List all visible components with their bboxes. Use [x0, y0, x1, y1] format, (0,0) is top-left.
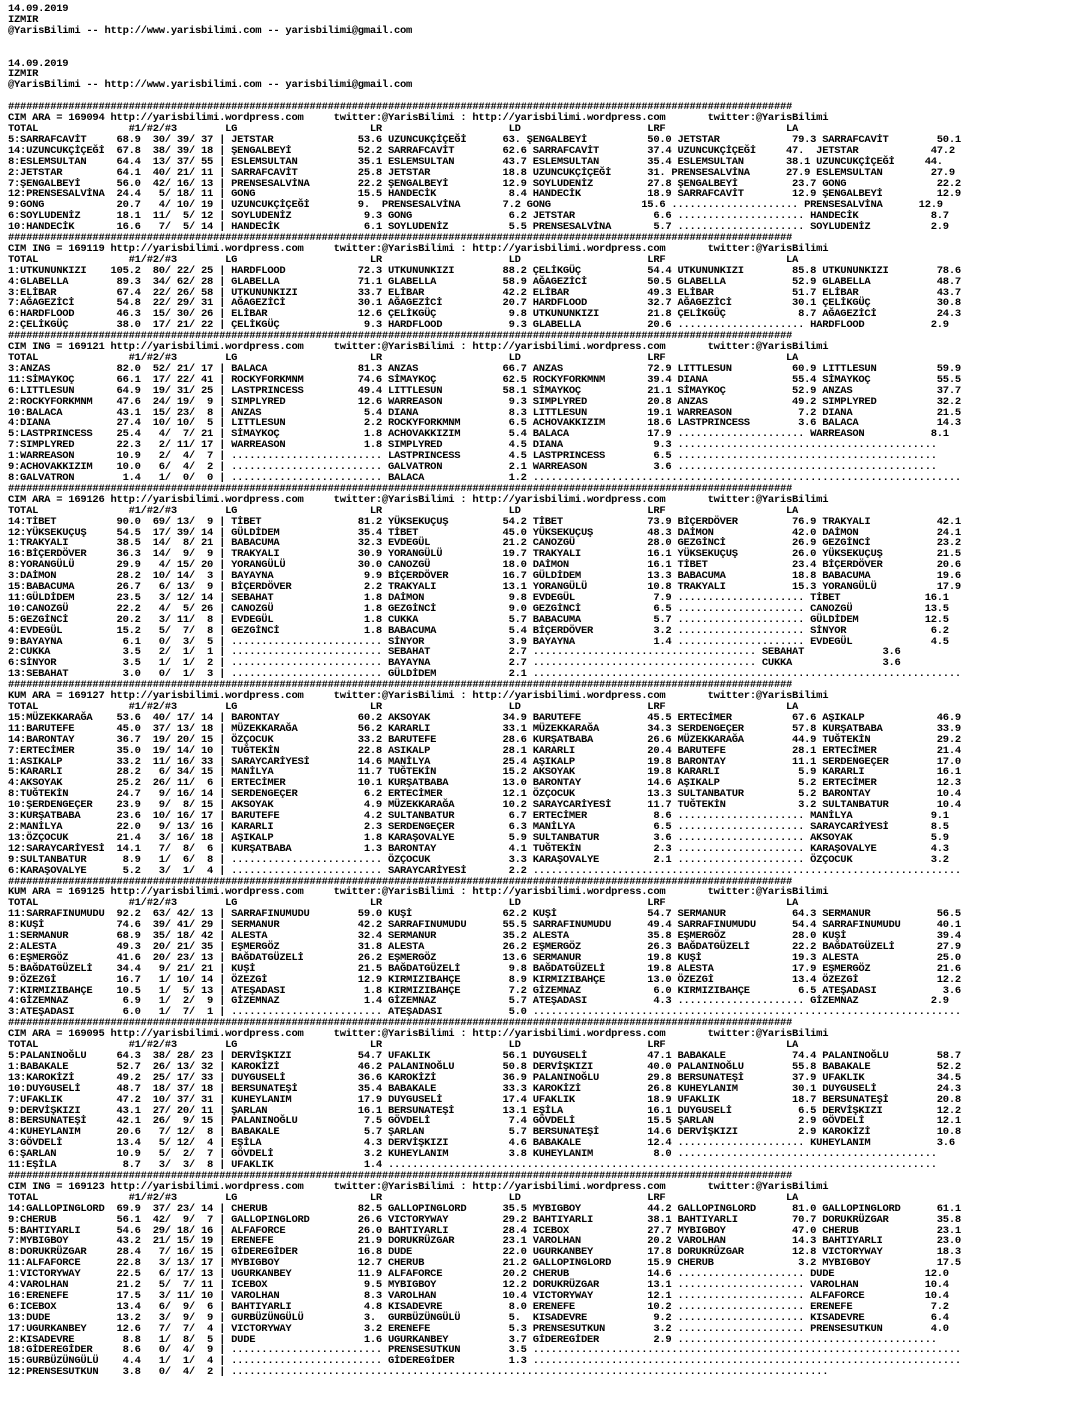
report-line: 15:GURBÜZÜNGÜLÜ 4.4 1/ 1/ 4 | ......................... GİDEREGİDER 1.3 .......................................................................: [8, 1355, 961, 1368]
report-line: 12:PRENSESALVİNA 24.4 5/ 18/ 11 | GONG 15.5 HANDECİK 8.4 HANDECİK 18.9 SARRAFCAVİT 12.9 ŞENGALBEYİ 12.9: [8, 188, 961, 201]
report-line: 8:YORANGÜLÜ 29.9 4/ 15/ 20 | YORANGÜLÜ 30.0 CANOZGÜ 18.0 DAİMON 16.1 TİBET 23.4 BİÇERDÖVER 20.6: [8, 559, 961, 572]
report-line: 2:ALESTA 49.3 20/ 21/ 35 | EŞMERGÖZ 31.8 ALESTA 26.2 EŞMERGÖZ 26.3 BAĞDATGÜZELİ 22.2 BAĞDATGÜZELİ 27.9: [8, 940, 961, 953]
report-line: 4:AKSOYAK 25.2 26/ 11/ 6 | ERTECİMER 10.1 KURŞATBABA 13.0 BARONTAY 14.6 AŞIKALP 5.2 ERTECİMER 12.3: [8, 777, 961, 790]
report-line: 14.09.2019: [8, 3, 69, 15]
report-line: 3:ELİBAR 67.4 22/ 26/ 58 | UTKUNUNKIZI 33.7 ELİBAR 42.2 ELİBAR 49.3 ELİBAR 51.7 ELİBAR 43.7: [8, 286, 961, 299]
report-line: KUM ARA = 169127 http://yarisbilimi.wordpress.com twitter:@YarisBilimi : http://yarisbilimi.wordpress.com twitter:@YarisBilimi: [8, 690, 829, 703]
report-line: 17:UGURKANBEY 12.6 7/ 7/ 4 | VICTORYWAY 3.2 ERENEFE 5.3 PRENSESUTKUN 3.2 ..................... PRENSESUTKUN 4.0: [8, 1322, 949, 1335]
report-line: CIM ARA = 169126 http://yarisbilimi.wordpress.com twitter:@YarisBilimi : http://yarisbilimi.wordpress.com twitter:@YarisBilimi: [8, 493, 829, 506]
report-line: 6:KARAŞOVALYE 5.2 3/ 1/ 4 | ......................... SARAYCARİYESİ 2.2 .......................................................................: [8, 864, 961, 877]
report-line: 12:SARAYCARİYESİ 14.1 7/ 8/ 6 | KURŞATBABA 1.3 BARONTAY 4.1 TUĞTEKİN 2.3 ..................... KARAŞOVALYE 4.3: [8, 842, 949, 855]
report-line: 8:ESLEMSULTAN 64.4 13/ 37/ 55 | ESLEMSULTAN 35.1 ESLEMSULTAN 43.7 ESLEMSULTAN 35.4 ESLEMSULTAN 38.1 UZUNCUKÇİÇEĞİ 44.: [8, 155, 943, 168]
report-line: 7:KIRMIZIBAHÇE 10.5 1/ 5/ 13 | ATEŞADASI 1.8 KIRMIZIBAHÇE 7.2 GİZEMNAZ 6.0 KIRMIZIBAHÇE 6.5 ATEŞADASI 3.6: [8, 984, 961, 997]
report-line: 5:SARRAFCAVİT 68.9 30/ 39/ 37 | JETSTAR 53.6 UZUNCUKÇİÇEĞİ 63. ŞENGALBEYİ 50.0 JETSTAR 79.3 SARRAFCAVİT 50.1: [8, 133, 961, 146]
report-line: 14:BARONTAY 36.7 19/ 20/ 15 | ÖZÇOCUK 33.2 BARUTEFE 28.6 KURŞATBABA 26.6 MÜZEKKARAĞA 44.9 TUĞTEKİN 29.2: [8, 733, 961, 746]
report-line: 16:BİÇERDÖVER 36.3 14/ 9/ 9 | TRAKYALI 30.9 YORANGÜLÜ 19.7 TRAKYALI 16.1 YÜKSEKUÇUŞ 26.0 YÜKSEKUÇUŞ 21.5: [8, 548, 961, 561]
report-line: 5:BAHTIYARLI 54.6 29/ 18/ 16 | ALFAFORCE 26.0 BAHTIYARLI 28.4 ICEBOX 27.7 MYBIGBOY 47.0 CHERUB 23.1: [8, 1224, 961, 1237]
report-line: 6:ŞARLAN 10.9 5/ 2/ 7 | GÖVDELİ 3.2 KUHEYLANIM 3.8 KUHEYLANIM 8.0 ...........................................: [8, 1148, 937, 1161]
report-line: 9:BAYAYNA 6.1 0/ 3/ 5 | ......................... SİNYOR 3.9 BAYAYNA 1.4 ..................... EVDEGÜL 4.5: [8, 635, 949, 648]
report-line: ##################################################################################################################################: [8, 1169, 793, 1182]
report-line: 9:SULTANBATUR 8.9 1/ 6/ 8 | ......................... ÖZÇOCUK 3.3 KARAŞOVALYE 2.1 ..................... ÖZÇOCUK 3.2: [8, 853, 949, 866]
report-line: 9:GONG 20.7 4/ 10/ 19 | UZUNCUKÇİÇEĞİ 9. PRENSESALVİNA 7.2 GONG 15.6 ..................... PRENSESALVİNA 12.9: [8, 199, 943, 212]
report-line: 6:LITTLESUN 64.9 19/ 31/ 25 | LASTPRINCESS 49.4 LITTLESUN 58.1 SİMAYKOÇ 21.1 SİMAYKOÇ 52.9 ANZAS 37.7: [8, 384, 961, 397]
report-line: ##################################################################################################################################: [8, 330, 793, 343]
report-line: 11:BARUTEFE 45.0 37/ 13/ 18 | MÜZEKKARAĞA 56.2 KARARLI 33.1 MÜZEKKARAĞA 34.3 SERDENGEÇER 57.8 KURŞATBABA 33.9: [8, 722, 961, 735]
report-line: CIM ARA = 169094 http://yarisbilimi.wordpress.com twitter:@YarisBilimi : http://yarisbilimi.wordpress.com twitter:@YarisBilimi: [8, 112, 829, 125]
report-line: 14:UZUNCUKÇİÇEĞİ 67.8 38/ 39/ 18 | ŞENGALBEYİ 52.2 SARRAFCAVİT 62.6 SARRAFCAVİT 37.4 UZUNCUKÇİÇEĞİ 47. JETSTAR 47.2: [8, 144, 955, 157]
report-line: 14:TİBET 90.0 69/ 13/ 9 | TİBET 81.2 YÜKSEKUÇUŞ 54.2 TİBET 73.9 BİÇERDÖVER 76.9 TRAKYALI 42.1: [8, 515, 961, 528]
report-line: 10:ŞERDENGEÇER 23.9 9/ 8/ 15 | AKSOYAK 4.9 MÜZEKKARAĞA 10.2 SARAYCARİYESİ 11.7 TUĞTEKİN 3.2 SULTANBATUR 10.4: [8, 799, 961, 812]
report-line: 1:TRAKYALI 38.5 14/ 8/ 21 | BABACUMA 32.3 EVDEGÜL 21.2 CANOZGÜ 28.0 GEZGİNCİ 26.9 GEZGİNCİ 23.2: [8, 537, 961, 550]
report-line: TOTAL #1/#2/#3 LG LR LD LRF LA: [8, 1039, 799, 1052]
report-line: 3:KURŞATBABA 23.6 10/ 16/ 17 | BARUTEFE 4.2 SULTANBATUR 6.7 ERTECİMER 8.6 ..................... MANİLYA 9.1: [8, 810, 949, 823]
report-line: 7:UFAKLIK 47.2 10/ 37/ 31 | KUHEYLANIM 17.9 DUYGUSELİ 17.4 UFAKLIK 18.9 UFAKLIK 18.7 BERSUNATEŞİ 20.8: [8, 1093, 961, 1106]
report-line: 4:KUHEYLANIM 20.6 7/ 12/ 8 | BABAKALE 5.7 ŞARLAN 5.7 BERSUNATEŞİ 14.6 DERVİŞKIZI 2.9 KAROKİZİ 10.8: [8, 1126, 961, 1139]
report-line: TOTAL #1/#2/#3 LG LR LD LRF LA: [8, 122, 799, 135]
report-line: 2:KISADEVRE 8.8 1/ 8/ 5 | DUDE 1.6 UGURKANBEY 3.7 GİDEREGİDER 2.9 ...........................................: [8, 1333, 937, 1346]
report-line: 13:DUDE 13.2 3/ 9/ 9 | GURBÜZÜNGÜLÜ 3. GURBÜZÜNGÜLÜ 5. KISADEVRE 9.2 ..................... KISADEVRE 6.4: [8, 1311, 949, 1324]
report-line: 3:ANZAS 82.0 52/ 21/ 17 | BALACA 81.3 ANZAS 66.7 ANZAS 72.9 LITTLESUN 60.9 LITTLESUN 59.9: [8, 362, 961, 375]
report-line: IZMIR: [8, 13, 39, 26]
report-line: 12:PRENSESUTKUN 3.8 0/ 4/ 2 | ...................................................................................................: [8, 1366, 829, 1379]
report-line: ##################################################################################################################################: [8, 232, 793, 245]
report-line: 5:KARARLI 28.2 6/ 34/ 15 | MANİLYA 11.7 TUĞTEKİN 15.2 AKSOYAK 19.8 KARARLI 5.9 KARARLI 16.1: [8, 766, 961, 779]
report-line: 1:WARREASON 10.9 2/ 4/ 7 | ......................... LASTPRINCESS 4.5 LASTPRINCESS 6.5 ...........................................: [8, 450, 937, 463]
report-line: 10:DUYGUSELİ 48.7 18/ 37/ 18 | BERSUNATEŞİ 35.4 BABAKALE 33.3 KAROKİZİ 26.8 KUHEYLANIM 30.1 DUYGUSELİ 24.3: [8, 1082, 961, 1095]
report-line: 4:GLABELLA 89.3 34/ 62/ 28 | GLABELLA 71.1 GLABELLA 58.9 AĞAGEZİCİ 50.5 GLABELLA 52.9 GLABELLA 48.7: [8, 275, 961, 288]
report-line: 4:EVDEGÜL 15.2 5/ 7/ 8 | GEZGİNCİ 1.8 BABACUMA 5.4 BİÇERDÖVER 3.2 ..................... SİNYOR 6.2: [8, 624, 949, 637]
report-line: 8:KUŞİ 74.6 39/ 41/ 29 | SERMANUR 42.2 SARRAFINUMUDU 55.5 SARRAFINUMUDU 49.4 SARRAFINUMUDU 54.4 SARRAFINUMUDU 40.1: [8, 919, 961, 932]
report-line: 8:GALVATRON 1.4 1/ 0/ 0 | ......................... BALACA 1.2 .......................................................................: [8, 471, 961, 484]
report-line: 9:CHERUB 56.1 42/ 9/ 7 | GALLOPINGLORD 26.6 VICTORYWAY 29.2 BAHTIYARLI 38.1 BAHTIYARLI 70.7 DORUKRÜZGAR 35.8: [8, 1213, 961, 1226]
report-line: 2:MANİLYA 22.0 9/ 13/ 16 | KARARLI 2.3 SERDENGEÇER 6.3 MANİLYA 6.5 ..................... SARAYCARİYESİ 8.5: [8, 820, 949, 833]
report-line: CIM ARA = 169095 http://yarisbilimi.wordpress.com twitter:@YarisBilimi : http://yarisbilimi.wordpress.com twitter:@YarisBilimi: [8, 1028, 829, 1041]
report-line: 2:JETSTAR 64.1 40/ 21/ 11 | SARRAFCAVİT 25.8 JETSTAR 18.8 UZUNCUKÇİÇEĞİ 31. PRENSESALVİNA 27.9 ESLEMSULTAN 27.9: [8, 166, 955, 179]
report-line: 4:GİZEMNAZ 6.9 1/ 2/ 9 | GİZEMNAZ 1.4 GİZEMNAZ 5.7 ATEŞADASI 4.3 ..................... GİZEMNAZ 2.9: [8, 995, 949, 1008]
report-line: 9:ÖZEZGİ 16.7 1/ 10/ 14 | ÖZEZGİ 12.9 KIRMIZIBAHÇE 8.9 KIRMIZIBAHÇE 13.0 ÖZEZGİ 13.4 ÖZEZGİ 12.2: [8, 973, 961, 986]
report-line: 6:ICEBOX 13.4 6/ 9/ 6 | BAHTIYARLI 4.8 KISADEVRE 8.0 ERENEFE 10.2 ..................... ERENEFE 7.2: [8, 1300, 949, 1313]
report-line: 13:SEBAHAT 3.0 0/ 1/ 3 | ......................... GÜLDİDEM 2.1 .......................................................................: [8, 668, 961, 681]
report-line: 10:CANOZGÜ 22.2 4/ 5/ 26 | CANOZGÜ 1.8 GEZGİNCİ 9.0 GEZGİNCİ 6.5 ..................... CANOZGÜ 13.5: [8, 602, 949, 615]
report-line: 5:PALANINOĞLU 64.3 38/ 28/ 23 | DERVİŞKIZI 54.7 UFAKLIK 56.1 DUYGUSELİ 47.1 BABAKALE 74.4 PALANINOĞLU 58.7: [8, 1050, 961, 1062]
report-line: TOTAL #1/#2/#3 LG LR LD LRF LA: [8, 253, 799, 266]
report-line: 11:ALFAFORCE 22.8 3/ 13/ 17 | MYBIGBOY 12.7 CHERUB 21.2 GALLOPINGLORD 15.9 CHERUB 3.2 MYBIGBOY 17.5: [8, 1257, 961, 1270]
report-line: 10:HANDECİK 16.6 7/ 5/ 14 | HANDECİK 6.1 SOYLUDENİZ 5.5 PRENSESALVİNA 5.7 ..................... SOYLUDENİZ 2.9: [8, 221, 949, 234]
report-line: 8:BERSUNATEŞİ 42.1 26/ 9/ 15 | PALANINOĞLU 7.5 GÖVDELİ 7.4 GÖVDELİ 15.5 ŞARLAN 2.9 GÖVDELİ 12.1: [8, 1115, 961, 1128]
report-line: @YarisBilimi -- http://www.yarisbilimi.com -- yarisbilimi@gmail.com: [8, 79, 413, 92]
report-line: ##################################################################################################################################: [8, 1017, 793, 1030]
report-line: 5:GEZGİNCİ 20.2 3/ 11/ 8 | EVDEGÜL 1.8 CUKKA 5.7 BABACUMA 5.7 ..................... GÜLDİDEM 12.5: [8, 613, 949, 626]
report-line: 1:VICTORYWAY 22.5 6/ 17/ 13 | UGURKANBEY 11.9 ALFAFORCE 20.2 CHERUB 14.6 ..................... DUDE 12.0: [8, 1268, 949, 1281]
report-line: 18:GİDEREGİDER 8.6 0/ 4/ 9 | ......................... PRENSESUTKUN 3.5 .......................................................................: [8, 1344, 961, 1357]
report-line: 9:DERVİŞKIZI 43.1 27/ 20/ 11 | ŞARLAN 16.1 BERSUNATEŞİ 13.1 EŞİLA 16.1 DUYGUSELİ 6.5 DERVİŞKIZI 12.2: [8, 1104, 961, 1117]
report-line: 3:ATEŞADASI 6.0 1/ 7/ 1 | ......................... ATEŞADASI 5.0 .......................................................................: [8, 1006, 961, 1019]
report-line: 11:SİMAYKOÇ 66.1 17/ 22/ 41 | ROCKYFORKMNM 74.6 SİMAYKOÇ 62.5 ROCKYFORKMNM 39.4 DIANA 55.4 SİMAYKOÇ 55.5: [8, 373, 961, 386]
report-line: 7:ERTECİMER 35.0 19/ 14/ 10 | TUĞTEKİN 22.8 ASIKALP 28.1 KARARLI 20.4 BARUTEFE 28.1 ERTECİMER 21.4: [8, 744, 961, 757]
report-line: 8:TUĞTEKİN 24.7 9/ 16/ 14 | SERDENGEÇER 6.2 ERTECİMER 12.1 ÖZÇOCUK 13.3 SULTANBATUR 5.2 BARONTAY 10.4: [8, 788, 961, 801]
report-line: 1:ASIKALP 33.2 11/ 16/ 33 | SARAYCARİYESİ 14.6 MANİLYA 25.4 AŞIKALP 19.8 BARONTAY 11.1 SERDENGEÇER 17.0: [8, 755, 961, 768]
report-line: ##################################################################################################################################: [8, 679, 793, 692]
report-line: 13:ÖZÇOCUK 21.4 3/ 16/ 18 | AŞIKALP 1.8 KARAŞOVALYE 5.9 SULTANBATUR 3.6 ..................... AKSOYAK 5.9: [8, 831, 949, 844]
report-line: 6:HARDFLOOD 46.3 15/ 30/ 26 | ELİBAR 12.6 ÇELİKGÜÇ 9.8 UTKUNUNKIZI 21.8 ÇELİKGÜÇ 8.7 AĞAGEZİCİ 24.3: [8, 308, 961, 321]
report-line: 7:ŞENGALBEYİ 56.0 42/ 16/ 13 | PRENSESALVİNA 22.2 ŞENGALBEYİ 12.9 SOYLUDENİZ 27.8 ŞENGALBEYİ 23.7 GONG 22.2: [8, 177, 961, 190]
report-line: 8:DORUKRÜZGAR 28.4 7/ 16/ 15 | GİDEREGİDER 16.8 DUDE 22.0 UGURKANBEY 17.8 DORUKRÜZGAR 12.8 VICTORYWAY 18.3: [8, 1246, 961, 1259]
report-line: CIM ING = 169121 http://yarisbilimi.wordpress.com twitter:@YarisBilimi : http://yarisbilimi.wordpress.com twitter:@YarisBilimi: [8, 341, 829, 354]
report-line: CIM ING = 169119 http://yarisbilimi.wordpress.com twitter:@YarisBilimi : http://yarisbilimi.wordpress.com twitter:@YarisBilimi: [8, 242, 829, 255]
report-line: 2:CUKKA 3.5 2/ 1/ 1 | ......................... SEBAHAT 2.7 ..................................... SEBAHAT 3.6: [8, 646, 901, 659]
report-line: 7:MYBIGBOY 43.2 21/ 15/ 19 | ERENEFE 21.9 DORUKRÜZGAR 23.1 VAROLHAN 20.2 VAROLHAN 14.3 BAHTIYARLI 23.0: [8, 1235, 961, 1248]
report-line: ##################################################################################################################################: [8, 482, 793, 495]
report-line: 12:YÜKSEKUÇUŞ 54.5 17/ 39/ 14 | GÜLDİDEM 35.4 TİBET 45.0 YÜKSEKUÇUŞ 48.3 DAİMON 42.0 DAİMON 24.1: [8, 526, 961, 539]
report-line: 11:SARRAFINUMUDU 92.2 63/ 42/ 13 | SARRAFINUMUDU 59.0 KUŞİ 62.2 KUŞİ 54.7 SERMANUR 64.3 SERMANUR 56.5: [8, 908, 961, 921]
report-line: 1:UTKUNUNKIZI 105.2 80/ 22/ 25 | HARDFLOOD 72.3 UTKUNUNKIZI 88.2 ÇELİKGÜÇ 54.4 UTKUNUNKIZI 85.8 UTKUNUNKIZI 78.6: [8, 264, 961, 277]
report-line: 6:SİNYOR 3.5 1/ 1/ 2 | ......................... BAYAYNA 2.7 ..................................... CUKKA 3.6: [8, 657, 901, 670]
report-line: 5:BAĞDATGÜZELİ 34.4 9/ 21/ 21 | KUŞİ 21.5 BAĞDATGÜZELİ 9.8 BAĞDATGÜZELİ 19.8 ALESTA 17.9 EŞMERGÖZ 21.6: [8, 962, 961, 975]
report-line: 1:BABAKALE 52.7 26/ 13/ 32 | KAROKİZİ 46.2 PALANINOĞLU 50.8 DERVİŞKIZI 40.0 PALANINOĞLU 55.8 BABAKALE 52.2: [8, 1060, 961, 1073]
report-line: ##################################################################################################################################: [8, 101, 793, 114]
report-line: 1:SERMANUR 68.9 35/ 18/ 42 | ALESTA 32.4 SERMANUR 35.2 ALESTA 35.8 EŞMERGÖZ 28.0 KUŞİ 39.4: [8, 930, 961, 943]
report-line: IZMIR: [8, 68, 39, 81]
report-line: 7:SIMPLYRED 22.3 2/ 11/ 17 | WARREASON 1.8 SIMPLYRED 4.5 DIANA 9.3 ...........................................: [8, 439, 937, 452]
report-line: 7:AĞAGEZİCİ 54.8 22/ 29/ 31 | AĞAGEZİCİ 30.1 AĞAGEZİCİ 20.7 HARDFLOOD 32.7 AĞAGEZİCİ 30.1 ÇELİKGÜÇ 30.8: [8, 297, 961, 310]
report-line: TOTAL #1/#2/#3 LG LR LD LRF LA: [8, 701, 799, 713]
report-line: 2:ÇELİKGÜÇ 38.0 17/ 21/ 22 | ÇELİKGÜÇ 9.3 HARDFLOOD 9.3 GLABELLA 20.6 ..................... HARDFLOOD 2.9: [8, 319, 949, 332]
report-line: 4:VAROLHAN 21.2 5/ 7/ 11 | ICEBOX 9.5 MYBIGBOY 12.2 DORUKRÜZGAR 13.1 ..................... VAROLHAN 10.4: [8, 1279, 949, 1292]
report-line: 5:LASTPRINCESS 25.4 4/ 7/ 21 | SİMAYKOÇ 1.8 ACHOVAKKIZIM 5.4 BALACA 17.9 ..................... WARREASON 8.1: [8, 428, 949, 441]
report-line: 16:ERENEFE 17.5 3/ 11/ 10 | VAROLHAN 8.3 VAROLHAN 10.4 VICTORYWAY 12.1 ..................... ALFAFORCE 10.4: [8, 1289, 949, 1302]
report-line: ##################################################################################################################################: [8, 875, 793, 888]
report-line: TOTAL #1/#2/#3 LG LR LD LRF LA: [8, 504, 799, 517]
report-line: 13:KAROKİZİ 49.2 25/ 17/ 33 | DUYGUSELİ 36.6 KAROKİZİ 36.9 PALANINOĞLU 29.8 BERSUNATEŞİ 37.9 UFAKLIK 34.5: [8, 1071, 961, 1084]
report-line: TOTAL #1/#2/#3 LG LR LD LRF LA: [8, 1191, 799, 1204]
report-line: TOTAL #1/#2/#3 LG LR LD LRF LA: [8, 352, 799, 364]
report-line: 14.09.2019: [8, 57, 69, 70]
report-line: 11:GÜLDİDEM 23.5 3/ 12/ 14 | SEBAHAT 1.8 DAİMON 9.8 EVDEGÜL 7.9 ..................... TİBET 16.1: [8, 591, 949, 604]
report-line: CIM ING = 169123 http://yarisbilimi.wordpress.com twitter:@YarisBilimi : http://yarisbilimi.wordpress.com twitter:@YarisBilimi: [8, 1180, 829, 1193]
report-line: 15:MÜZEKKARAĞA 53.6 40/ 17/ 14 | BARONTAY 60.2 AKSOYAK 34.9 BARUTEFE 45.5 ERTECİMER 67.6 AŞIKALP 46.9: [8, 711, 961, 724]
report-line: @YarisBilimi -- http://www.yarisbilimi.com -- yarisbilimi@gmail.com: [8, 24, 413, 37]
report-line: 6:SOYLUDENİZ 18.1 11/ 5/ 12 | SOYLUDENİZ 9.3 GONG 6.2 JETSTAR 6.6 ..................... HANDECİK 8.7: [8, 210, 949, 223]
report-line: TOTAL #1/#2/#3 LG LR LD LRF LA: [8, 897, 799, 910]
report-line: 9:ACHOVAKKIZIM 10.0 6/ 4/ 2 | ......................... GALVATRON 2.1 WARREASON 3.6 ...........................................: [8, 461, 937, 474]
report-line: KUM ARA = 169125 http://yarisbilimi.wordpress.com twitter:@YarisBilimi : http://yarisbilimi.wordpress.com twitter:@YarisBilimi: [8, 886, 829, 899]
report-line: 3:GÖVDELİ 13.4 5/ 12/ 4 | EŞİLA 4.3 DERVİŞKIZI 4.6 BABAKALE 12.4 ..................... KUHEYLANIM 3.6: [8, 1137, 955, 1150]
report-line: 14:GALLOPINGLORD 69.9 37/ 23/ 14 | CHERUB 82.5 GALLOPINGLORD 35.5 MYBIGBOY 44.2 GALLOPINGLORD 81.0 GALLOPINGLORD 61.1: [8, 1202, 961, 1215]
report-line: 15:BABACUMA 26.7 6/ 13/ 9 | BİÇERDÖVER 2.2 TRAKYALI 13.1 YORANGÜLÜ 10.8 TRAKYALI 15.3 YORANGÜLÜ 17.9: [8, 581, 961, 594]
report-line: 2:ROCKYFORKMNM 47.6 24/ 19/ 9 | SIMPLYRED 12.6 WARREASON 9.3 SIMPLYRED 20.8 ANZAS 49.2 SIMPLYRED 32.2: [8, 395, 961, 408]
report-line: 3:DAİMON 28.2 10/ 14/ 3 | BAYAYNA 9.9 BİÇERDÖVER 16.7 GÜLDİDEM 13.3 BABACUMA 18.8 BABACUMA 19.6: [8, 570, 961, 583]
report-line: 4:DIANA 27.4 10/ 10/ 5 | LITTLESUN 2.2 ROCKYFORKMNM 6.5 ACHOVAKKIZIM 18.6 LASTPRINCESS 3.6 BALACA 14.3: [8, 417, 961, 430]
report-line: 11:EŞİLA 8.7 3/ 3/ 8 | UFAKLIK 1.4 ...........................................................................................: [8, 1159, 937, 1172]
report-line: 6:EŞMERGÖZ 41.6 20/ 23/ 13 | BAĞDATGÜZELİ 26.2 EŞMERGÖZ 13.6 SERMANUR 19.8 KUŞİ 19.3 ALESTA 25.0: [8, 951, 961, 964]
report-line: 10:BALACA 43.1 15/ 23/ 8 | ANZAS 5.4 DIANA 8.3 LITTLESUN 19.1 WARREASON 7.2 DIANA 21.5: [8, 406, 961, 419]
